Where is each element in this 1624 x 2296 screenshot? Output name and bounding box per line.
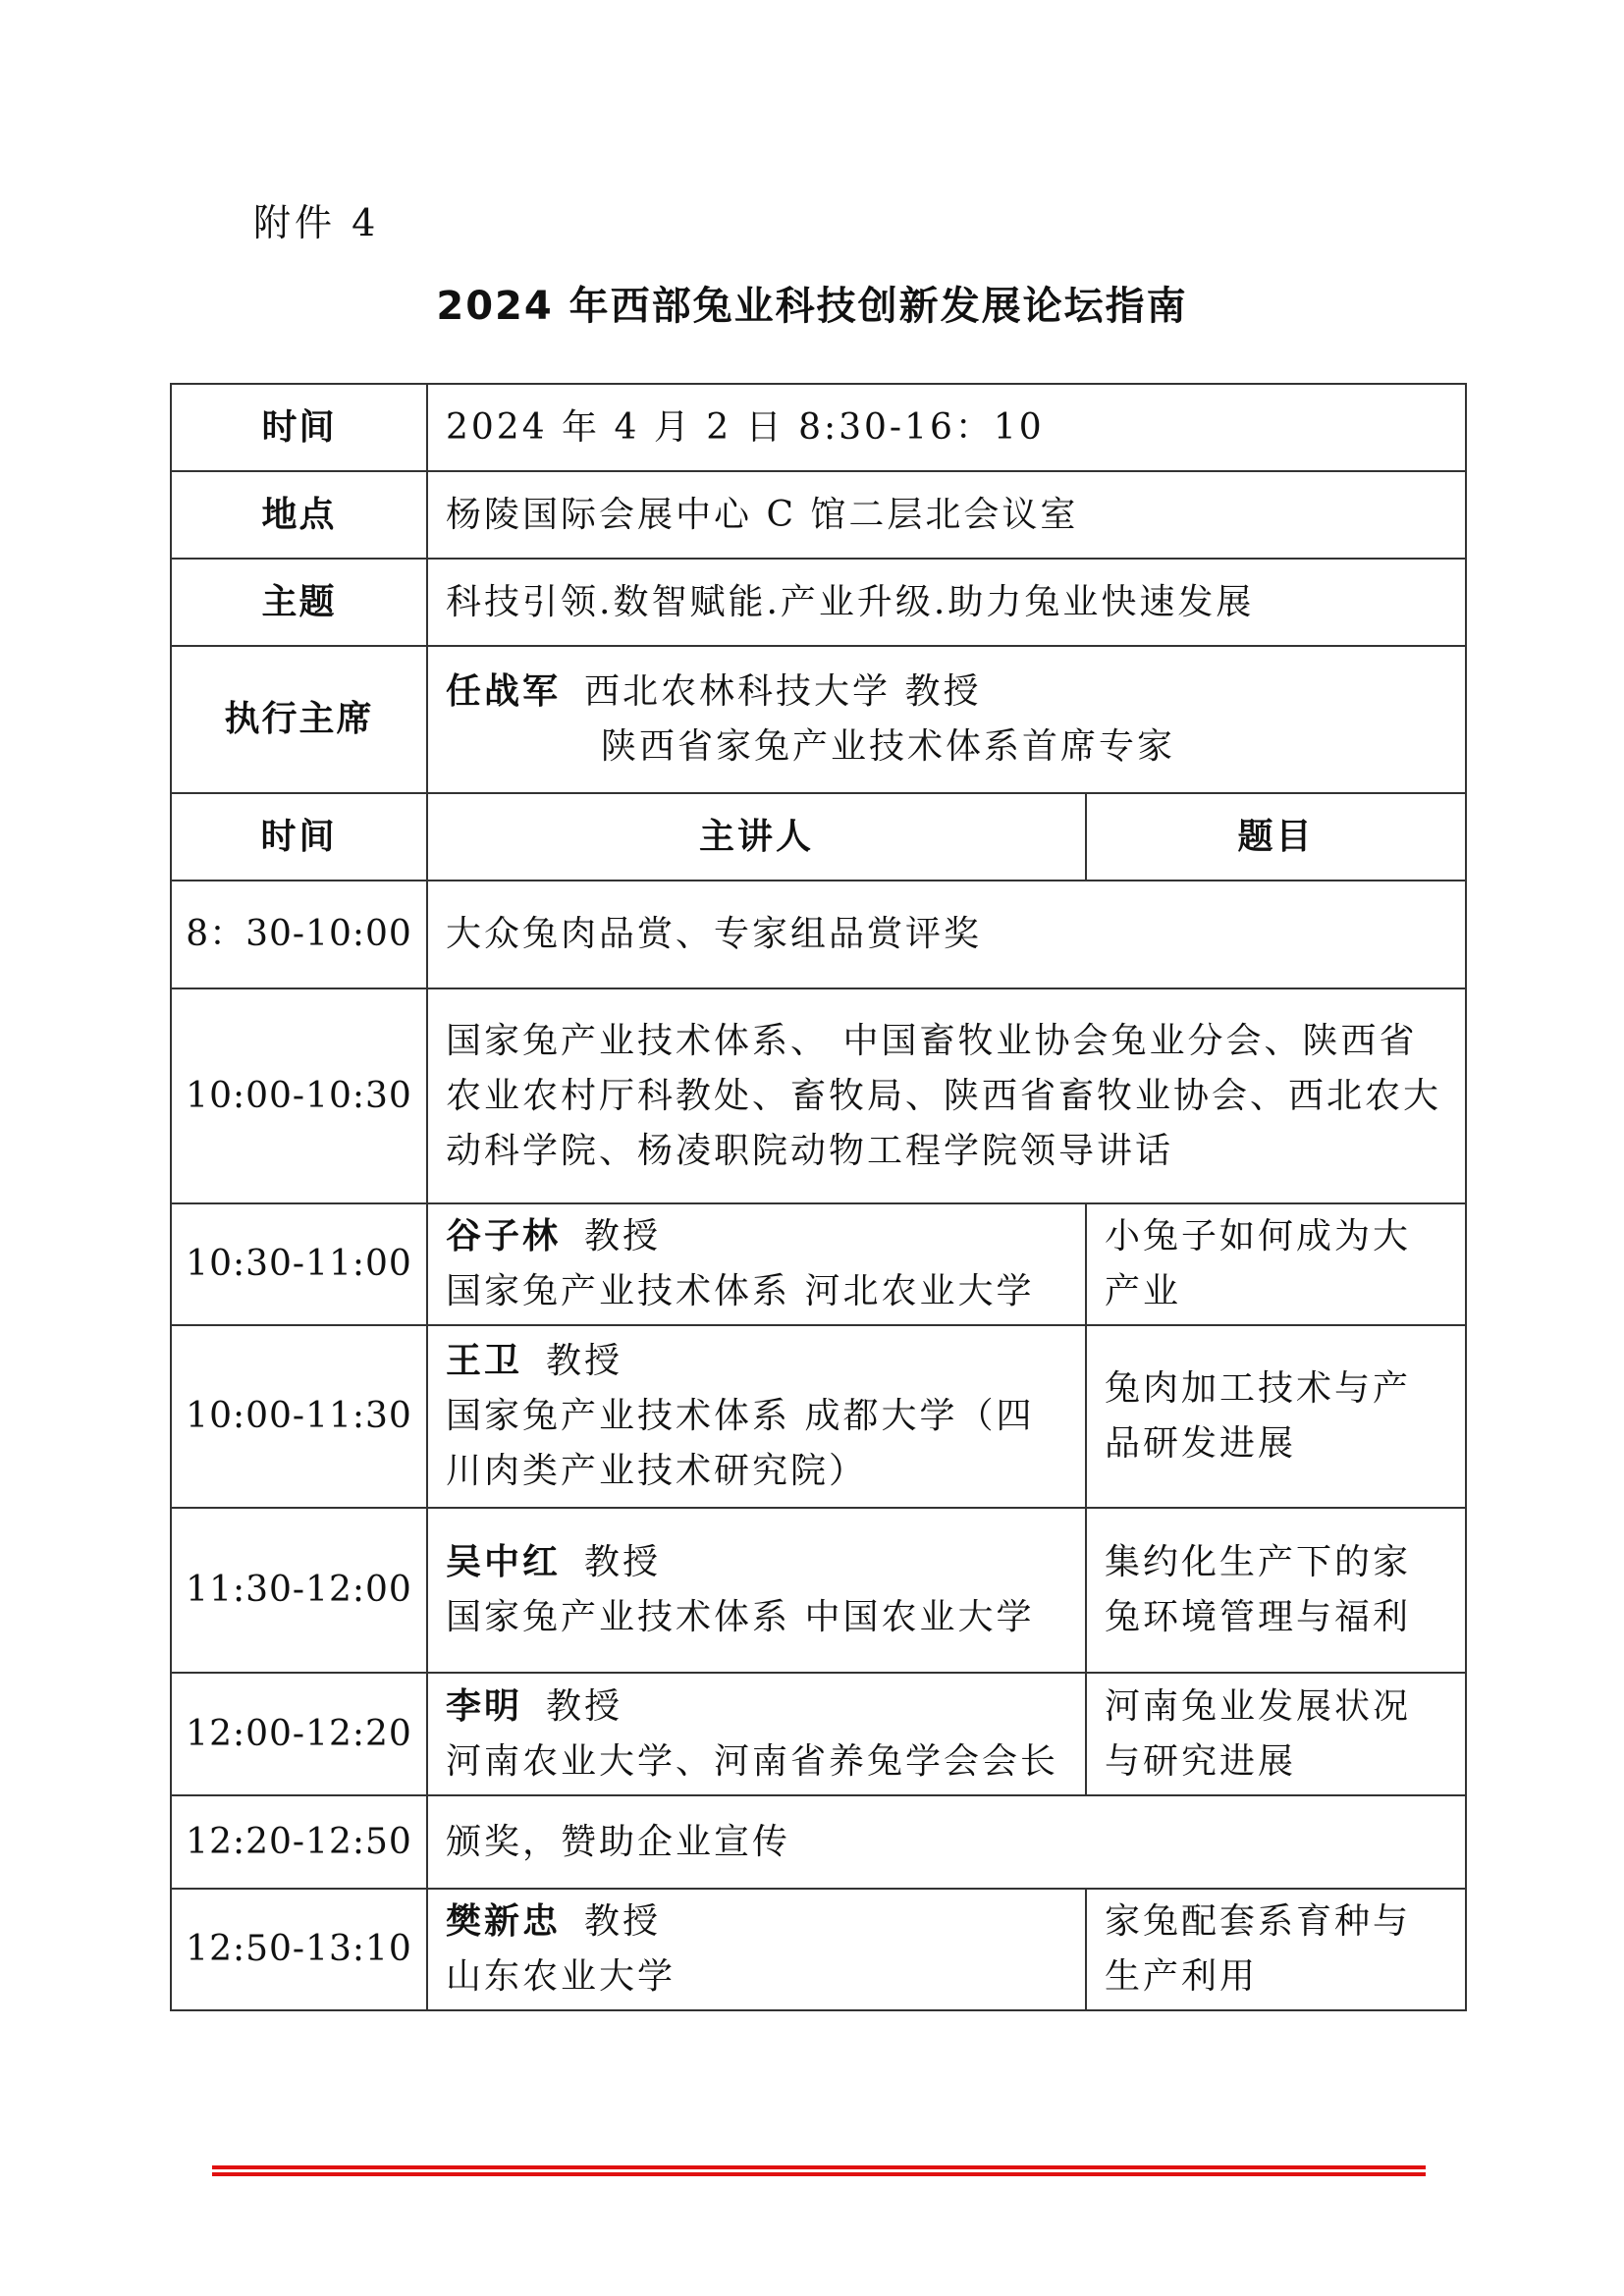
session-time: 12:50-13:10 (171, 1889, 427, 2010)
session-time: 12:00-12:20 (171, 1673, 427, 1795)
speaker-name: 谷子林 (446, 1216, 562, 1256)
speaker-affiliation: 山东农业大学 (446, 1956, 677, 1997)
info-row-theme (171, 559, 1466, 646)
speaker-title: 教授 (546, 1341, 623, 1381)
speaker-name: 李明 (446, 1685, 523, 1727)
speaker-title: 教授 (584, 1901, 662, 1942)
schedule-row (171, 1673, 1466, 1795)
schedule-header-row (171, 793, 1466, 881)
speaker-cell (427, 1508, 1086, 1673)
event-place: 杨陵国际会展中心 C 馆二层北会议室 (427, 471, 1466, 559)
speaker-title: 教授 (546, 1685, 623, 1727)
chair-line1: 西北农林科技大学 教授 (584, 671, 982, 712)
speaker-name: 王卫 (446, 1341, 523, 1381)
speaker-title: 教授 (584, 1542, 662, 1582)
session-time: 12:20-12:50 (171, 1795, 427, 1889)
event-time: 2024 年 4 月 2 日 8:30-16：10 (427, 384, 1466, 471)
speaker-name: 樊新忠 (446, 1901, 562, 1942)
speaker-name: 吴中红 (446, 1542, 562, 1582)
speaker-affiliation: 国家兔产业技术体系 河北农业大学 (446, 1271, 1035, 1311)
theme-label: 主题 (171, 559, 427, 646)
place-label: 地点 (171, 471, 427, 559)
speaker-cell (427, 1673, 1086, 1795)
schedule-row (171, 1508, 1466, 1673)
schedule-row (171, 988, 1466, 1203)
session-time: 8：30-10:00 (171, 881, 427, 988)
schedule-row (171, 1795, 1466, 1889)
speaker-cell (427, 1203, 1086, 1325)
speaker-affiliation: 国家兔产业技术体系 中国农业大学 (446, 1597, 1035, 1637)
session-time: 10:00-10:30 (171, 988, 427, 1203)
page-title: 2024 年西部兔业科技创新发展论坛指南 (436, 284, 1188, 329)
session-time: 10:30-11:00 (171, 1203, 427, 1325)
topic-cell: 河南兔业发展状况与研究进展 (1086, 1673, 1466, 1795)
speaker-affiliation: 河南农业大学、河南省养兔学会会长 (446, 1740, 1059, 1782)
chair-name: 任战军 (446, 671, 562, 712)
time-label: 时间 (171, 384, 427, 471)
schedule-row (171, 881, 1466, 988)
session-content: 国家兔产业技术体系、 中国畜牧业协会兔业分会、陕西省农业农村厅科教处、畜牧局、陕西省畜牧业协会、西北农大动科学院、杨凌职院动物工程学院领导讲话 (427, 988, 1466, 1203)
speaker-affiliation: 国家兔产业技术体系 成都大学（四川肉类产业技术研究院） (446, 1396, 1035, 1491)
session-content: 颁奖，赞助企业宣传 (427, 1795, 1466, 1889)
schedule-row (171, 1889, 1466, 2010)
header-time: 时间 (171, 793, 427, 881)
schedule-row (171, 1325, 1466, 1508)
red-divider-line (212, 2172, 1426, 2176)
session-time: 10:00-11:30 (171, 1325, 427, 1508)
topic-cell: 集约化生产下的家兔环境管理与福利 (1086, 1508, 1466, 1673)
session-content: 大众兔肉品赏、专家组品赏评奖 (427, 881, 1466, 988)
chair-label: 执行主席 (171, 646, 427, 793)
speaker-title: 教授 (584, 1216, 662, 1256)
info-row-place (171, 471, 1466, 559)
topic-cell: 兔肉加工技术与产品研发进展 (1086, 1325, 1466, 1508)
event-theme: 科技引领.数智赋能.产业升级.助力兔业快速发展 (427, 559, 1466, 646)
chair-cell (427, 646, 1466, 793)
info-row-chair (171, 646, 1466, 793)
session-time: 11:30-12:00 (171, 1508, 427, 1673)
schedule-row (171, 1203, 1466, 1325)
info-row-time (171, 384, 1466, 471)
header-speaker: 主讲人 (427, 793, 1086, 881)
topic-cell: 家兔配套系育种与生产利用 (1086, 1889, 1466, 2010)
red-divider-line (212, 2165, 1426, 2169)
attachment-label: 附件 4 (253, 201, 380, 244)
topic-cell: 小兔子如何成为大产业 (1086, 1203, 1466, 1325)
speaker-cell (427, 1889, 1086, 2010)
chair-line2: 陕西省家兔产业技术体系首席专家 (601, 726, 1176, 767)
forum-guide-table (170, 383, 1467, 2011)
speaker-cell (427, 1325, 1086, 1508)
header-topic: 题目 (1086, 793, 1466, 881)
